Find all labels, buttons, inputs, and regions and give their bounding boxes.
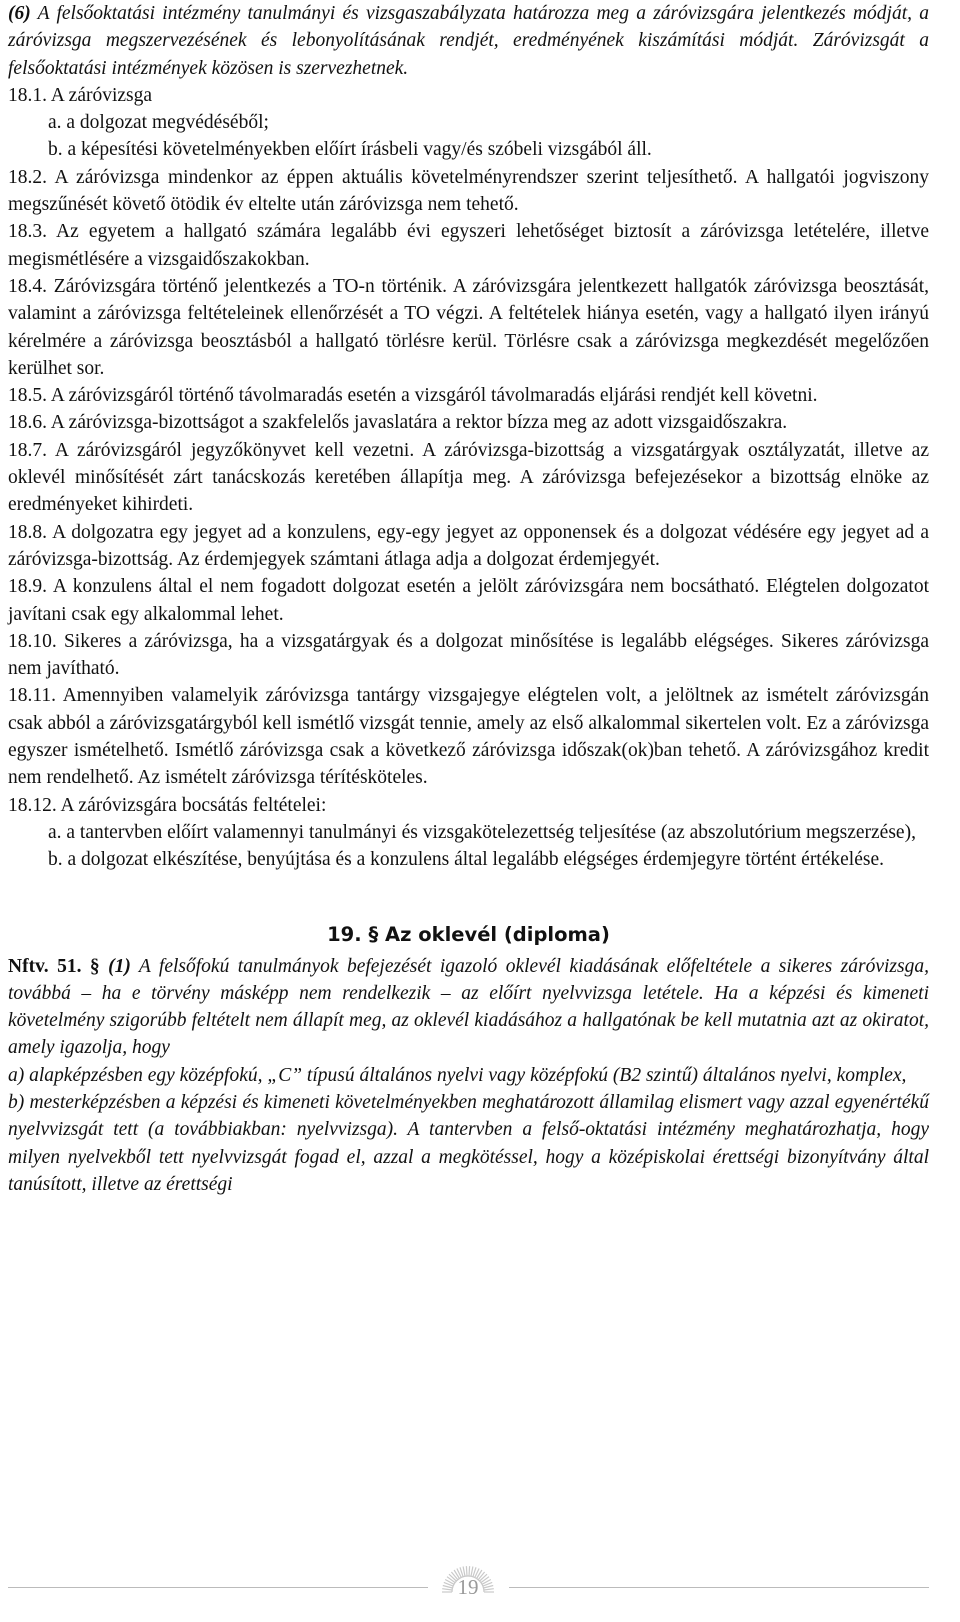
section-18-12-item-a: a. a tantervben előírt valamennyi tanulmányi és vizsgakötelezettség teljesítése (az abszolutórium megszerzése),	[48, 821, 916, 843]
paragraph-6	[8, 0, 929, 82]
section-18-10: 18.10. Sikeres a záróvizsga, ha a vizsgatárgyak és a dolgozat minősítése is legalább elégséges. Sikeres záróvizsga nem javítható.	[8, 630, 929, 680]
section-18-1: 18.1. A záróvizsga	[8, 84, 153, 106]
section-18-6: 18.6. A záróvizsga-bizottságot a szakfelelős javaslatára a rektor bízza meg az adott vizsgaidőszakra.	[8, 412, 788, 434]
section-18-3: 18.3. Az egyetem a hallgató számára legalább évi egyszeri lehetőséget biztosít a záróvizsga letételére, illetve megismétlésére a vizsgaidőszakokban.	[8, 221, 929, 270]
nftv-paragraph	[8, 953, 929, 1062]
section-heading: 19. § Az oklevél (diploma)	[327, 922, 610, 946]
footer-rule-right	[509, 1587, 929, 1588]
section-18-11: 18.11. Amennyiben valamelyik záróvizsga tantárgy vizsgajegye elégtelen volt, a jelöltnek az ismételt záróvizsgán csak abból a záróvizsgatárgyból kell ismétlő vizsgát tennie, amely az első alkalommal sikertelen volt. Ez a záróvizsga egyszer ismételhető. Ismétlő záróvizsga csak a következő záróvizsga időszak(ok)ban tehető. A záróvizsgához kredit nem rendelhető. Az ismételt záróvizsga térítésköteles.	[8, 685, 929, 789]
nftv-reference: Nftv. 51. §	[8, 955, 100, 977]
nftv-item-a: a) alapképzésben egy középfokú, „C” típusú általános nyelvi vagy középfokú (B2 szintű) általános nyelvi, komplex,	[8, 1064, 907, 1086]
document-page	[8, 0, 929, 1198]
page-footer	[8, 1562, 929, 1612]
section-18-7: 18.7. A záróvizsgáról jegyzőkönyvet kell vezetni. A záróvizsga-bizottság a vizsgatárgyak osztályzatát, illetve az oklevél minősítését zárt tanácskozás keretében állapítja meg. A záróvizsga befejezésekor a bizottság elnöke az eredményeket kihirdeti.	[8, 439, 929, 516]
section-18-5: 18.5. A záróvizsgáról történő távolmaradás esetén a vizsgáról távolmaradás eljárási rendjét kell követni.	[8, 385, 818, 407]
nftv-item-b: b) mesterképzésben a képzési és kimeneti követelményekben meghatározott államilag elismert vagy azzal egyenértékű nyelvvizsgát tett (a továbbiakban: nyelvvizsga). A tantervben a felső-oktatási intézmény meghatározhatja, hogy milyen nyelvekből tett nyelvvizsgát fogad el, azzal a megkötéssel, hogy a középiskolai érettségi bizonyítvány által tanúsított, illetve az érettségi	[8, 1091, 929, 1195]
footer-rule-left	[8, 1587, 428, 1588]
section-18-12: 18.12. A záróvizsgára bocsátás feltételei:	[8, 794, 327, 816]
nftv-text: A felsőfokú tanulmányok befejezését igazoló oklevél kiadásának előfeltétele a sikeres záróvizsga, továbbá – ha e törvény másképp nem rendelkezik – az előírt nyelvvizsga letétele. Ha a képzési és kimeneti követelmény szigorúbb feltételt nem állapít meg, az oklevél kiadásához a hallgatónak be kell mutatnia azt az okiratot, amely igazolja, hogy	[8, 955, 929, 1059]
section-18-1-item-a: a. a dolgozat megvédéséből;	[48, 112, 269, 134]
section-18-4: 18.4. Záróvizsgára történő jelentkezés a TO-n történik. A záróvizsgára jelentkezett hallgatók záróvizsga beosztását, valamint a záróvizsga feltételeinek ellenőrzését a TO végzi. A feltételek hiánya esetén, vagy a hallgató ilyen irányú kérelmére a záróvizsga beosztásból a hallgató törlésre kerül. Törlésre csak a záróvizsga megkezdését megelőzően kerülhet sor.	[8, 275, 929, 379]
paragraph-label: (6)	[8, 3, 31, 24]
page-number: 19	[457, 1575, 479, 1599]
section-18-12-item-b: b. a dolgozat elkészítése, benyújtása és a konzulens által legalább elégséges érdemjegyre történt értékelése.	[48, 849, 884, 871]
paragraph-text: A felsőoktatási intézmény tanulmányi és vizsgaszabályzata határozza meg a záróvizsgára jelentkezés módját, a záróvizsga megszervezésének és lebonyolításának rendjét, eredményének kiszámítási módját. Záróvizsgát a felsőoktatási intézmények közösen is szervezhetnek.	[8, 3, 929, 79]
section-18-1-item-b: b. a képesítési követelményekben előírt írásbeli vagy/és szóbeli vizsgából áll.	[48, 139, 652, 161]
section-18-2: 18.2. A záróvizsga mindenkor az éppen aktuális követelményrendszer szerint teljesíthető. A hallgatói jogviszony megszűnését követő ötödik év eltelte után záróvizsga nem tehető.	[8, 166, 929, 216]
section-18-8: 18.8. A dolgozatra egy jegyet ad a konzulens, egy-egy jegyet az opponensek és a dolgozat védésére egy jegyet ad a záróvizsga-bizottság. Az érdemjegyek számtani átlaga adja a dolgozat érdemjegyét.	[8, 521, 929, 570]
section-18-9: 18.9. A konzulens által el nem fogadott dolgozat esetén a jelölt záróvizsgára nem bocsátható. Elégtelen dolgozatot javítani csak egy alkalommal lehet.	[8, 576, 929, 625]
nftv-label: (1)	[99, 955, 131, 977]
